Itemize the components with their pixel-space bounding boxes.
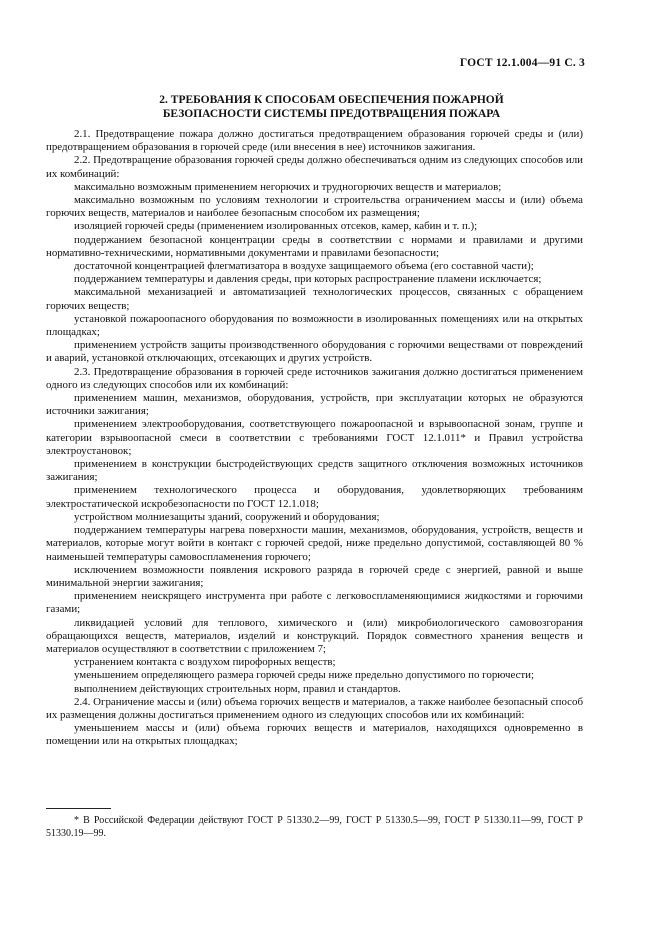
paragraph: устройством молниезащиты зданий, сооружений и оборудования; — [74, 510, 380, 523]
footnote — [46, 814, 583, 840]
paragraph: применением машин, механизмов, оборудования, устройств, при эксплуатации которых не образуются источники зажигания; — [46, 392, 583, 418]
body-text — [46, 128, 583, 749]
section-title-line-2: БЕЗОПАСНОСТИ СИСТЕМЫ ПРЕДОТВРАЩЕНИЯ ПОЖАРА — [162, 108, 501, 120]
paragraph: ликвидацией условий для теплового, химического и (или) микробиологического самовозгорания обращающихся веществ, материалов, изделий и конструкций. Порядок совместного хранения веществ и материалов осуществляют в соответствии с приложением 7; — [46, 616, 583, 655]
paragraph: поддержанием температуры нагрева поверхности машин, механизмов, оборудования, устройств, веществ и материалов, которые могут войти в контакт с горючей средой, ниже предельно допустимой, составляющей 80 % наименьшей температуры самовоспламенения горючего; — [46, 524, 583, 563]
paragraph: максимальной механизацией и автоматизацией технологических процессов, связанных с обращением горючих веществ; — [46, 286, 583, 312]
paragraph: 2.4. Ограничение массы и (или) объема горючих веществ и материалов, а также наиболее безопасный способ их размещения должны достигаться применением одного из следующих способов или их комбинаций: — [46, 695, 583, 721]
paragraph: максимально возможным по условиям технологии и строительства ограничением массы и (или) объема горючих веществ, материалов и наиболее безопасным способом их размещения; — [46, 194, 583, 220]
section-title — [46, 93, 617, 121]
paragraph: установкой пожароопасного оборудования по возможности в изолированных помещениях или на открытых площадках; — [46, 312, 583, 339]
paragraph: поддержанием температуры и давления среды, при которых распространение пламени исключается; — [74, 273, 542, 286]
paragraph: 2.1. Предотвращение пожара должно достигаться предотвращением образования горючей среды и (или) предотвращением образования в горючей среде (или внесения в нее) источников зажигания. — [46, 128, 583, 154]
paragraph: применением неискрящего инструмента при работе с легковоспламеняющимися жидкостями и горючими газами; — [46, 590, 583, 616]
paragraph: достаточной концентрацией флегматизатора в воздухе защищаемого объема (его составной части); — [74, 260, 534, 273]
paragraph: исключением возможности появления искрового разряда в горючей среде с энергией, равной и выше минимальной энергии зажигания; — [46, 563, 583, 589]
paragraph: применением устройств защиты производственного оборудования с горючими веществами от повреждений и аварий, установкой отключающих, отсекающих и других устройств. — [46, 339, 583, 365]
section-title-line-1: 2. ТРЕБОВАНИЯ К СПОСОБАМ ОБЕСПЕЧЕНИЯ ПОЖАРНОЙ — [159, 94, 504, 106]
footnote-text: * В Российской Федерации действуют ГОСТ Р 51330.2—99, ГОСТ Р 51330.5—99, ГОСТ Р 51330.11—99, ГОСТ Р 51330.19—99. — [46, 815, 583, 839]
paragraph: устранением контакта с воздухом пирофорных веществ; — [74, 656, 336, 669]
paragraph: 2.3. Предотвращение образования в горючей среде источников зажигания должно достигаться применением одного из следующих способов или их комбинаций: — [46, 365, 583, 391]
paragraph: уменьшением массы и (или) объема горючих веществ и материалов, находящихся одновременно в помещении или на открытых площадках; — [46, 722, 583, 748]
paragraph: применением электрооборудования, соответствующего пожароопасной и взрывоопасной зонам, группе и категории взрывоопасной смеси в соответствии с требованиями ГОСТ 12.1.011* и Правил устройства электроустановок; — [46, 418, 583, 457]
paragraph: применением в конструкции быстродействующих средств защитного отключения возможных источников зажигания; — [46, 458, 583, 484]
paragraph: применением технологического процесса и оборудования, удовлетворяющих требованиям электростатической искробезопасности по ГОСТ 12.1.018; — [46, 484, 583, 510]
page-header: ГОСТ 12.1.004—91 С. 3 — [459, 57, 585, 69]
paragraph: поддержанием безопасной концентрации среды в соответствии с нормами и правилами и другими нормативно-техническими, нормативными документами и правилами безопасности; — [46, 233, 583, 259]
paragraph: изоляцией горючей среды (применением изолированных отсеков, камер, кабин и т. п.); — [74, 220, 478, 233]
paragraph: максимально возможным применением негорючих и трудногорючих веществ и материалов; — [74, 180, 502, 193]
footnote-divider — [46, 808, 111, 809]
paragraph: уменьшением определяющего размера горючей среды ниже предельно допустимого по горючести; — [74, 669, 535, 682]
paragraph: 2.2. Предотвращение образования горючей среды должно обеспечиваться одним из следующих способов или их комбинаций: — [46, 154, 583, 180]
paragraph: выполнением действующих строительных норм, правил и стандартов. — [74, 682, 401, 695]
